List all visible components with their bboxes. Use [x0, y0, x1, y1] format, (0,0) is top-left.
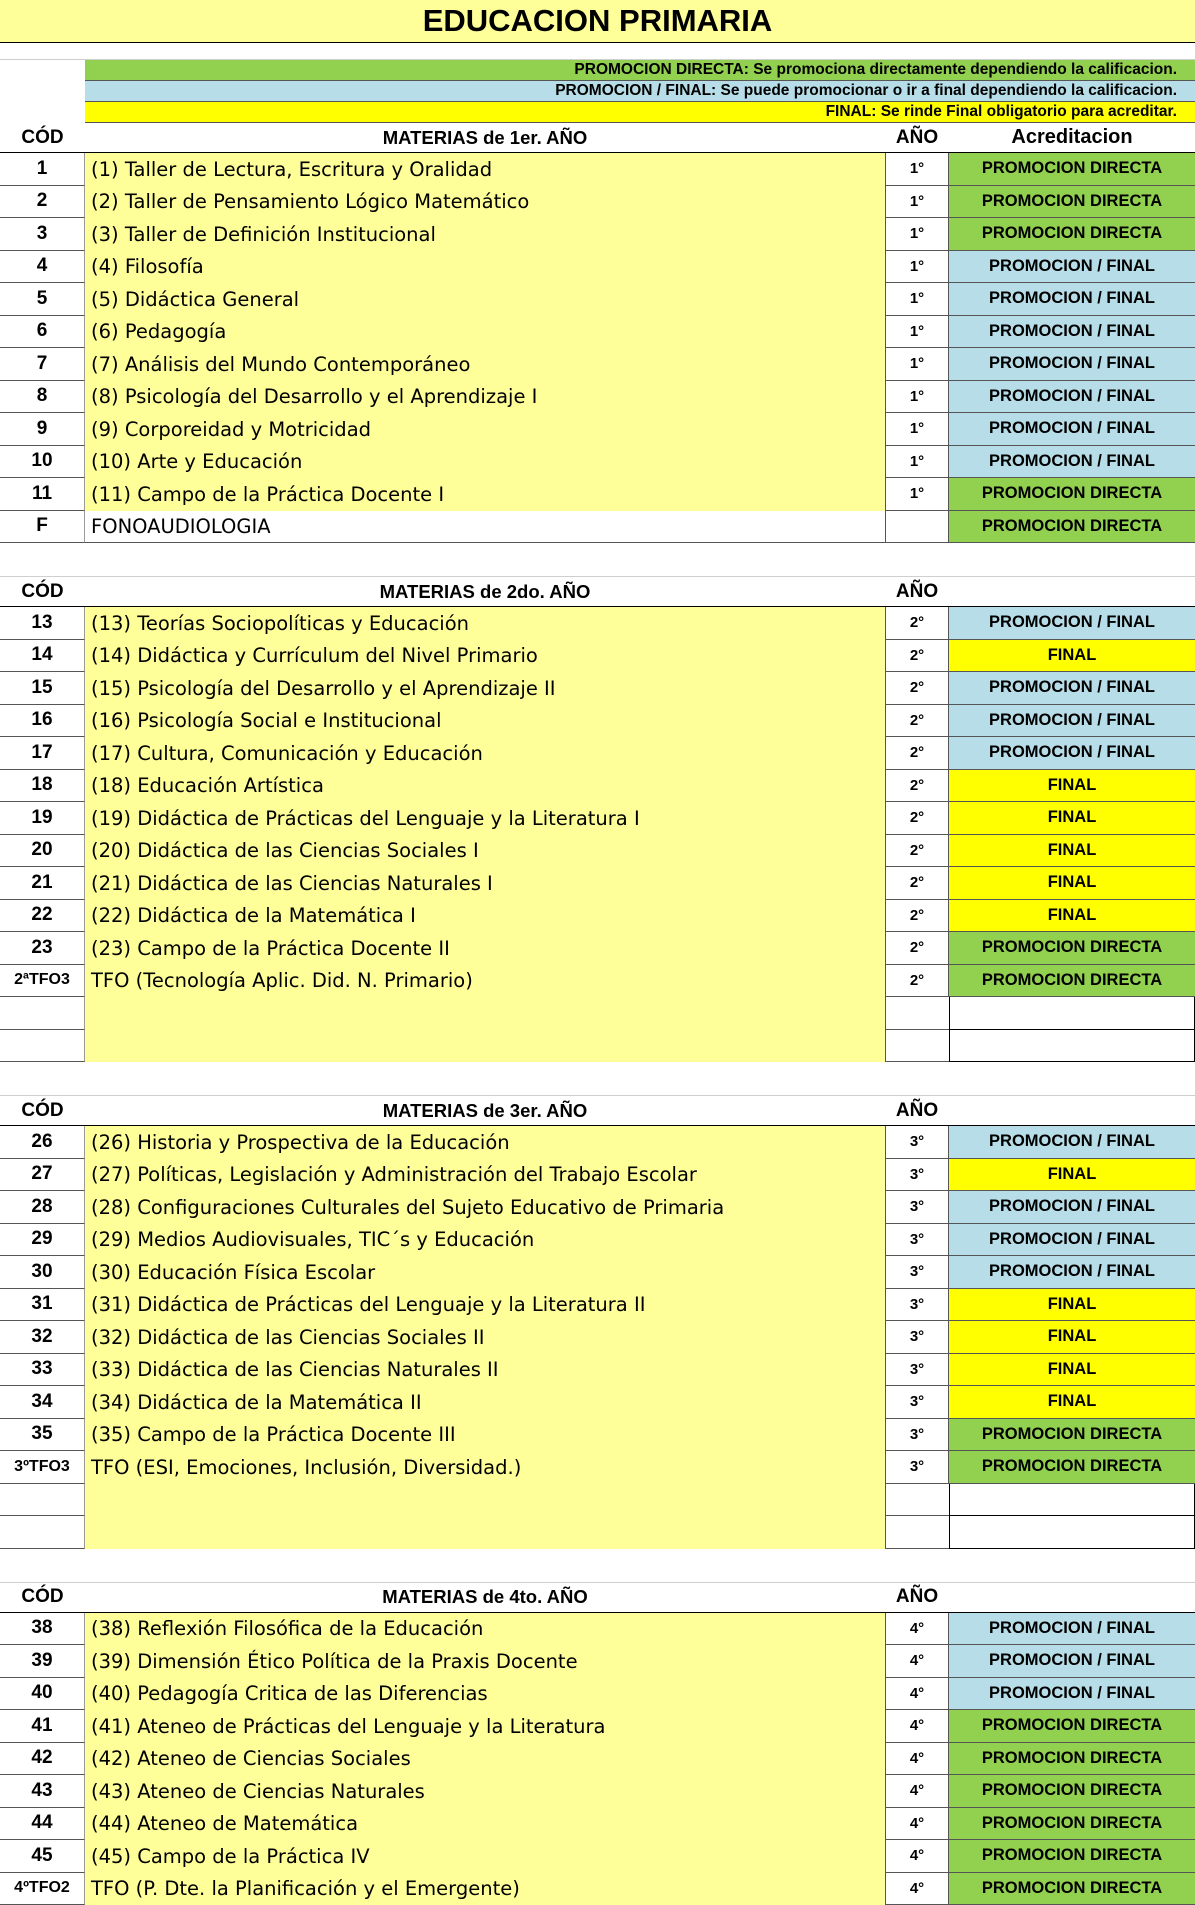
empty-year-cell[interactable] [885, 1030, 949, 1063]
subject-code[interactable]: 16 [0, 705, 85, 738]
empty-row [0, 1484, 1195, 1517]
section-heading[interactable]: MATERIAS de 2do. AÑO [85, 577, 885, 606]
section-heading[interactable]: MATERIAS de 4to. AÑO [85, 1583, 885, 1612]
subject-row [0, 640, 1195, 673]
subject-row [0, 1386, 1195, 1419]
subject-code[interactable]: 1 [0, 153, 85, 186]
subject-code[interactable]: 15 [0, 672, 85, 705]
empty-subject-cell[interactable] [85, 997, 885, 1030]
subject-year[interactable] [885, 511, 949, 544]
subject-row [0, 1808, 1195, 1841]
spacer-row [0, 1549, 1195, 1566]
cod-header[interactable]: CÓD [0, 1096, 85, 1125]
subject-code[interactable]: 13 [0, 607, 85, 640]
empty-year-cell[interactable] [885, 997, 949, 1030]
empty-subject-cell[interactable] [85, 1030, 885, 1063]
subject-row [0, 1645, 1195, 1678]
subject-code[interactable]: 4ºTFO2 [0, 1873, 85, 1905]
subject-row [0, 1419, 1195, 1452]
subject-year[interactable]: 4° [885, 1710, 949, 1743]
subject-name[interactable]: (33) Didáctica de las Ciencias Naturales II [85, 1354, 885, 1387]
acreditacion-header[interactable]: Acreditacion [949, 123, 1195, 152]
subject-code[interactable]: 44 [0, 1808, 85, 1841]
subject-name[interactable]: (20) Didáctica de las Ciencias Sociales I [85, 835, 885, 868]
subject-name[interactable]: (27) Políticas, Legislación y Administración del Trabajo Escolar [85, 1159, 885, 1192]
subject-code[interactable]: 18 [0, 770, 85, 803]
year-header[interactable]: AÑO [885, 1096, 949, 1125]
empty-subject-cell[interactable] [85, 1484, 885, 1517]
status-badge[interactable]: PROMOCION / FINAL [949, 446, 1195, 479]
subject-year[interactable]: 4° [885, 1775, 949, 1808]
subject-year[interactable]: 2° [885, 835, 949, 868]
subject-row [0, 186, 1195, 219]
subject-row [0, 316, 1195, 349]
subject-name[interactable]: (23) Campo de la Práctica Docente II [85, 932, 885, 965]
subject-year[interactable]: 2° [885, 932, 949, 965]
subject-name[interactable]: (42) Ateneo de Ciencias Sociales [85, 1743, 885, 1776]
section-heading[interactable]: MATERIAS de 1er. AÑO [85, 123, 885, 152]
spacer-row [0, 560, 1195, 577]
subject-row [0, 218, 1195, 251]
status-badge[interactable]: FINAL [949, 835, 1195, 868]
subject-year[interactable]: 4° [885, 1840, 949, 1873]
subject-code[interactable]: 45 [0, 1840, 85, 1873]
legend-row [0, 60, 1195, 81]
empty-code-cell[interactable] [0, 1484, 85, 1517]
subject-name[interactable]: FONOAUDIOLOGIA [85, 511, 885, 544]
subject-name[interactable]: (15) Psicología del Desarrollo y el Aprendizaje II [85, 672, 885, 705]
subject-year[interactable]: 2° [885, 867, 949, 900]
subject-year[interactable]: 3° [885, 1419, 949, 1452]
subject-name[interactable]: TFO (Tecnología Aplic. Did. N. Primario) [85, 965, 885, 998]
subject-name[interactable]: (19) Didáctica de Prácticas del Lenguaje y la Literatura I [85, 802, 885, 835]
status-badge[interactable]: PROMOCION / FINAL [949, 348, 1195, 381]
cod-header[interactable]: CÓD [0, 123, 85, 152]
subject-year[interactable]: 2° [885, 770, 949, 803]
subject-code[interactable]: F [0, 511, 85, 544]
subject-code[interactable]: 2ªTFO3 [0, 965, 85, 998]
legend-text: PROMOCION / FINAL: Se puede promocionar o ir a final dependiendo la calificacion. [85, 81, 1195, 102]
subject-row [0, 1126, 1195, 1159]
empty-row [0, 1516, 1195, 1549]
subject-year[interactable]: 2° [885, 705, 949, 738]
subject-row [0, 867, 1195, 900]
subject-row [0, 283, 1195, 316]
subject-row [0, 965, 1195, 998]
status-badge[interactable]: FINAL [949, 802, 1195, 835]
status-badge[interactable]: PROMOCION DIRECTA [949, 153, 1195, 186]
status-badge[interactable]: FINAL [949, 1321, 1195, 1354]
subject-row [0, 802, 1195, 835]
status-badge[interactable]: PROMOCION / FINAL [949, 1256, 1195, 1289]
subject-code[interactable]: 22 [0, 900, 85, 933]
subject-code[interactable]: 8 [0, 381, 85, 414]
subject-year[interactable]: 4° [885, 1873, 949, 1905]
subject-name[interactable]: (44) Ateneo de Matemática [85, 1808, 885, 1841]
subject-row [0, 1743, 1195, 1776]
subject-code[interactable]: 14 [0, 640, 85, 673]
empty-acr-cell[interactable] [949, 1484, 1195, 1517]
status-badge[interactable]: FINAL [949, 900, 1195, 933]
subject-code[interactable]: 35 [0, 1419, 85, 1452]
subject-year[interactable]: 4° [885, 1808, 949, 1841]
subject-code[interactable]: 30 [0, 1256, 85, 1289]
empty-code-cell[interactable] [0, 1516, 85, 1549]
status-badge[interactable]: PROMOCION / FINAL [949, 1613, 1195, 1646]
subject-row [0, 1256, 1195, 1289]
subject-year[interactable]: 3° [885, 1126, 949, 1159]
status-badge[interactable]: PROMOCION / FINAL [949, 251, 1195, 284]
subject-name[interactable]: (17) Cultura, Comunicación y Educación [85, 737, 885, 770]
status-badge[interactable]: PROMOCION DIRECTA [949, 478, 1195, 511]
subject-row [0, 835, 1195, 868]
subject-row [0, 1840, 1195, 1873]
subject-row [0, 1224, 1195, 1257]
subject-year[interactable]: 1° [885, 316, 949, 349]
subject-name[interactable]: (7) Análisis del Mundo Contemporáneo [85, 348, 885, 381]
subject-year[interactable]: 2° [885, 900, 949, 933]
subject-year[interactable]: 3° [885, 1191, 949, 1224]
section-heading[interactable]: MATERIAS de 3er. AÑO [85, 1096, 885, 1125]
status-badge[interactable]: FINAL [949, 1386, 1195, 1419]
year-header[interactable]: AÑO [885, 123, 949, 152]
subject-code[interactable]: 32 [0, 1321, 85, 1354]
subject-row [0, 511, 1195, 544]
subject-code[interactable]: 38 [0, 1613, 85, 1646]
status-badge[interactable]: PROMOCION DIRECTA [949, 965, 1195, 998]
subject-name[interactable]: (30) Educación Física Escolar [85, 1256, 885, 1289]
subject-code[interactable]: 42 [0, 1743, 85, 1776]
subject-row [0, 1191, 1195, 1224]
subject-code[interactable]: 6 [0, 316, 85, 349]
empty-acr-cell[interactable] [949, 997, 1195, 1030]
status-badge[interactable]: PROMOCION / FINAL [949, 672, 1195, 705]
subject-name[interactable]: (29) Medios Audiovisuales, TIC´s y Educación [85, 1224, 885, 1257]
subject-code[interactable]: 10 [0, 446, 85, 479]
empty-row [0, 1030, 1195, 1063]
subject-year[interactable]: 1° [885, 283, 949, 316]
status-badge[interactable]: PROMOCION DIRECTA [949, 1419, 1195, 1452]
subject-row [0, 1613, 1195, 1646]
subject-year[interactable]: 1° [885, 446, 949, 479]
subject-name[interactable]: (45) Campo de la Práctica IV [85, 1840, 885, 1873]
subject-name[interactable]: (4) Filosofía [85, 251, 885, 284]
subject-name[interactable]: (34) Didáctica de la Matemática II [85, 1386, 885, 1419]
subject-code[interactable]: 33 [0, 1354, 85, 1387]
subject-name[interactable]: (9) Corporeidad y Motricidad [85, 413, 885, 446]
status-badge[interactable]: PROMOCION DIRECTA [949, 1710, 1195, 1743]
section-header [0, 577, 1195, 607]
empty-code-cell[interactable] [0, 997, 85, 1030]
section-header [0, 123, 1195, 153]
subject-name[interactable]: (31) Didáctica de Prácticas del Lenguaje y la Literatura II [85, 1289, 885, 1322]
status-badge[interactable]: PROMOCION / FINAL [949, 1191, 1195, 1224]
subject-year[interactable]: 2° [885, 965, 949, 998]
subject-year[interactable]: 1° [885, 251, 949, 284]
subject-year[interactable]: 3° [885, 1321, 949, 1354]
status-badge[interactable]: PROMOCION / FINAL [949, 316, 1195, 349]
subject-code[interactable]: 27 [0, 1159, 85, 1192]
subject-row [0, 446, 1195, 479]
subject-year[interactable]: 3° [885, 1224, 949, 1257]
subject-code[interactable]: 21 [0, 867, 85, 900]
subject-year[interactable]: 3° [885, 1451, 949, 1484]
empty-acr-cell[interactable] [949, 1516, 1195, 1549]
spacer-row [0, 543, 1195, 560]
subject-row [0, 1678, 1195, 1711]
cod-header[interactable]: CÓD [0, 577, 85, 606]
status-badge[interactable]: PROMOCION DIRECTA [949, 1840, 1195, 1873]
subject-year[interactable]: 4° [885, 1645, 949, 1678]
subject-year[interactable]: 2° [885, 802, 949, 835]
subject-code[interactable]: 7 [0, 348, 85, 381]
subject-name[interactable]: (35) Campo de la Práctica Docente III [85, 1419, 885, 1452]
subject-year[interactable]: 4° [885, 1613, 949, 1646]
subject-row [0, 1289, 1195, 1322]
subject-name[interactable]: (6) Pedagogía [85, 316, 885, 349]
status-badge[interactable]: PROMOCION DIRECTA [949, 218, 1195, 251]
subject-code[interactable]: 20 [0, 835, 85, 868]
status-badge[interactable]: PROMOCION / FINAL [949, 607, 1195, 640]
empty-row [0, 997, 1195, 1030]
subject-row [0, 705, 1195, 738]
subject-code[interactable]: 29 [0, 1224, 85, 1257]
subject-name[interactable]: (39) Dimensión Ético Política de la Praxis Docente [85, 1645, 885, 1678]
subject-row [0, 1710, 1195, 1743]
subject-year[interactable]: 4° [885, 1678, 949, 1711]
title-row [0, 0, 1195, 43]
subject-row [0, 478, 1195, 511]
legend-text: PROMOCION DIRECTA: Se promociona directamente dependiendo la calificacion. [85, 60, 1195, 81]
legend-text: FINAL: Se rinde Final obligatorio para acreditar. [85, 102, 1195, 123]
subject-year[interactable]: 1° [885, 153, 949, 186]
status-badge[interactable]: FINAL [949, 1354, 1195, 1387]
subject-row [0, 737, 1195, 770]
subject-year[interactable]: 1° [885, 381, 949, 414]
subject-name[interactable]: (5) Didáctica General [85, 283, 885, 316]
subject-name[interactable]: (41) Ateneo de Prácticas del Lenguaje y la Literatura [85, 1710, 885, 1743]
subject-name[interactable]: (22) Didáctica de la Matemática I [85, 900, 885, 933]
status-badge[interactable]: PROMOCION / FINAL [949, 705, 1195, 738]
subject-code[interactable]: 2 [0, 186, 85, 219]
subject-year[interactable]: 1° [885, 218, 949, 251]
subject-name[interactable]: (3) Taller de Definición Institucional [85, 218, 885, 251]
subject-name[interactable]: (8) Psicología del Desarrollo y el Aprendizaje I [85, 381, 885, 414]
status-badge[interactable]: PROMOCION DIRECTA [949, 1451, 1195, 1484]
subject-code[interactable]: 3ºTFO3 [0, 1451, 85, 1484]
status-badge[interactable]: PROMOCION DIRECTA [949, 1775, 1195, 1808]
subject-row [0, 153, 1195, 186]
subject-name[interactable]: (26) Historia y Prospectiva de la Educación [85, 1126, 885, 1159]
subject-year[interactable]: 3° [885, 1159, 949, 1192]
empty-subject-cell[interactable] [85, 1516, 885, 1549]
status-badge[interactable]: PROMOCION DIRECTA [949, 511, 1195, 544]
subject-year[interactable]: 1° [885, 348, 949, 381]
status-badge[interactable]: PROMOCION DIRECTA [949, 1808, 1195, 1841]
status-badge[interactable]: PROMOCION / FINAL [949, 1645, 1195, 1678]
spacer-row [0, 1079, 1195, 1096]
subject-code[interactable]: 41 [0, 1710, 85, 1743]
subject-row [0, 413, 1195, 446]
subject-name[interactable]: (14) Didáctica y Currículum del Nivel Primario [85, 640, 885, 673]
subject-row [0, 1321, 1195, 1354]
status-badge[interactable]: FINAL [949, 867, 1195, 900]
subject-row [0, 607, 1195, 640]
subject-year[interactable]: 3° [885, 1289, 949, 1322]
subject-name[interactable]: (28) Configuraciones Culturales del Sujeto Educativo de Primaria [85, 1191, 885, 1224]
cod-header[interactable]: CÓD [0, 1583, 85, 1612]
page-title: EDUCACION PRIMARIA [0, 0, 1195, 42]
status-badge[interactable]: PROMOCION DIRECTA [949, 186, 1195, 219]
blank-row [0, 43, 1195, 60]
subject-row [0, 1354, 1195, 1387]
empty-code-cell[interactable] [0, 1030, 85, 1063]
subject-row [0, 672, 1195, 705]
status-badge[interactable]: PROMOCION / FINAL [949, 413, 1195, 446]
subject-row [0, 1451, 1195, 1484]
subject-name[interactable]: TFO (P. Dte. la Planificación y el Emergente) [85, 1873, 885, 1905]
subject-code[interactable]: 23 [0, 932, 85, 965]
legend-row [0, 102, 1195, 123]
subject-year[interactable]: 2° [885, 672, 949, 705]
subject-row [0, 770, 1195, 803]
empty-year-cell[interactable] [885, 1516, 949, 1549]
subject-name[interactable]: (10) Arte y Educación [85, 446, 885, 479]
subject-name[interactable]: (13) Teorías Sociopolíticas y Educación [85, 607, 885, 640]
status-badge[interactable]: PROMOCION / FINAL [949, 1224, 1195, 1257]
status-badge[interactable]: PROMOCION / FINAL [949, 283, 1195, 316]
status-badge[interactable]: PROMOCION / FINAL [949, 737, 1195, 770]
subject-code[interactable]: 19 [0, 802, 85, 835]
subject-code[interactable]: 4 [0, 251, 85, 284]
subject-row [0, 1775, 1195, 1808]
subject-row [0, 1873, 1195, 1905]
status-badge[interactable]: PROMOCION / FINAL [949, 381, 1195, 414]
year-header[interactable]: AÑO [885, 577, 949, 606]
subject-row [0, 1159, 1195, 1192]
legend-row [0, 81, 1195, 102]
subject-code[interactable]: 28 [0, 1191, 85, 1224]
status-badge[interactable]: PROMOCION DIRECTA [949, 1873, 1195, 1905]
status-badge[interactable]: FINAL [949, 640, 1195, 673]
subject-name[interactable]: (32) Didáctica de las Ciencias Sociales II [85, 1321, 885, 1354]
subject-code[interactable]: 26 [0, 1126, 85, 1159]
subject-code[interactable]: 11 [0, 478, 85, 511]
empty-acr-cell[interactable] [949, 1030, 1195, 1063]
subject-year[interactable]: 3° [885, 1354, 949, 1387]
subject-row [0, 932, 1195, 965]
spacer-row [0, 1062, 1195, 1079]
subject-row [0, 251, 1195, 284]
subject-year[interactable]: 3° [885, 1256, 949, 1289]
subject-year[interactable]: 2° [885, 737, 949, 770]
subject-row [0, 900, 1195, 933]
status-badge[interactable]: PROMOCION DIRECTA [949, 932, 1195, 965]
subject-name[interactable]: TFO (ESI, Emociones, Inclusión, Diversidad.) [85, 1451, 885, 1484]
subject-row [0, 381, 1195, 414]
spacer-row [0, 1566, 1195, 1583]
empty-year-cell[interactable] [885, 1484, 949, 1517]
subject-code[interactable]: 17 [0, 737, 85, 770]
subject-year[interactable]: 3° [885, 1386, 949, 1419]
subject-name[interactable]: (18) Educación Artística [85, 770, 885, 803]
status-badge[interactable]: PROMOCION / FINAL [949, 1126, 1195, 1159]
status-badge[interactable]: PROMOCION / FINAL [949, 1678, 1195, 1711]
subject-year[interactable]: 4° [885, 1743, 949, 1776]
subject-code[interactable]: 39 [0, 1645, 85, 1678]
subject-row [0, 348, 1195, 381]
subject-name[interactable]: (43) Ateneo de Ciencias Naturales [85, 1775, 885, 1808]
subject-name[interactable]: (38) Reflexión Filosófica de la Educación [85, 1613, 885, 1646]
subject-name[interactable]: (11) Campo de la Práctica Docente I [85, 478, 885, 511]
section-header [0, 1096, 1195, 1126]
status-badge[interactable]: FINAL [949, 1159, 1195, 1192]
subject-code[interactable]: 9 [0, 413, 85, 446]
subject-year[interactable]: 1° [885, 478, 949, 511]
section-header [0, 1583, 1195, 1613]
subject-name[interactable]: (21) Didáctica de las Ciencias Naturales I [85, 867, 885, 900]
subject-name[interactable]: (16) Psicología Social e Institucional [85, 705, 885, 738]
status-badge[interactable]: PROMOCION DIRECTA [949, 1743, 1195, 1776]
subject-code[interactable]: 31 [0, 1289, 85, 1322]
subject-year[interactable]: 1° [885, 186, 949, 219]
status-badge[interactable]: FINAL [949, 770, 1195, 803]
subject-year[interactable]: 2° [885, 640, 949, 673]
year-header[interactable]: AÑO [885, 1583, 949, 1612]
subject-code[interactable]: 3 [0, 218, 85, 251]
subject-name[interactable]: (1) Taller de Lectura, Escritura y Oralidad [85, 153, 885, 186]
status-badge[interactable]: FINAL [949, 1289, 1195, 1322]
subject-code[interactable]: 34 [0, 1386, 85, 1419]
subject-code[interactable]: 43 [0, 1775, 85, 1808]
subject-year[interactable]: 1° [885, 413, 949, 446]
subject-name[interactable]: (40) Pedagogía Critica de las Diferencias [85, 1678, 885, 1711]
subject-code[interactable]: 5 [0, 283, 85, 316]
subject-code[interactable]: 40 [0, 1678, 85, 1711]
subject-year[interactable]: 2° [885, 607, 949, 640]
subject-name[interactable]: (2) Taller de Pensamiento Lógico Matemático [85, 186, 885, 219]
